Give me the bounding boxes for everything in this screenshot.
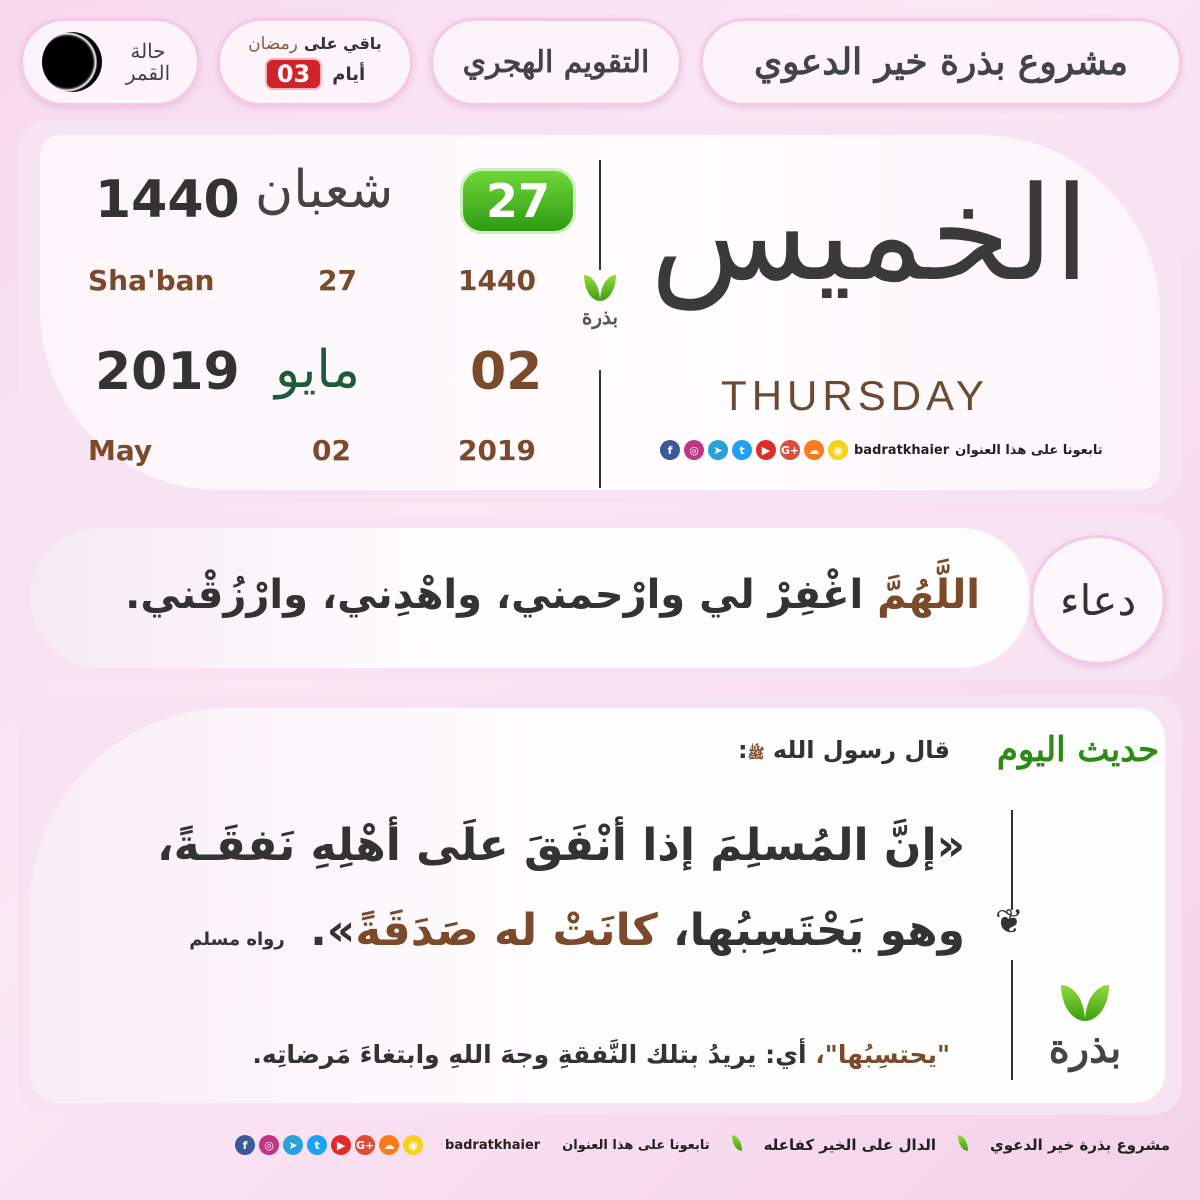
leaf-icon	[1061, 985, 1109, 1025]
date-logo-text: بذرة	[581, 305, 619, 329]
ramadan-countdown-pill	[217, 18, 413, 106]
ornament-icon: ❦	[995, 902, 1024, 942]
pbuh-icon: ﷺ	[747, 746, 765, 762]
hadith-line2-start: وهو يَحْتَسِبُها،	[673, 905, 965, 956]
footer-leaf-icon-2	[732, 1135, 742, 1155]
hadith-label: حديث اليوم	[996, 730, 1160, 770]
facebook-icon[interactable]: f	[235, 1135, 255, 1155]
project-title-pill	[700, 18, 1182, 106]
soundcloud-icon[interactable]: ☁	[379, 1135, 399, 1155]
instagram-icon[interactable]: ◎	[684, 440, 704, 460]
hadith-intro: قال رسول الله	[772, 736, 950, 764]
googleplus-icon[interactable]: G+	[355, 1135, 375, 1155]
hadith-line1: «إنَّ المُسلِمَ إذا أنْفَقَ علَى أهْلِهِ نَفقَـةً،	[156, 820, 965, 871]
dua-highlight: اللَّهُمَّ	[877, 572, 980, 618]
hijri-day-badge: 27	[460, 168, 576, 234]
gregorian-month-en: May	[88, 434, 153, 467]
hadith-line2-end: ».	[310, 905, 356, 956]
follow-text-top: تابعونا على هذا العنوان	[955, 442, 1103, 458]
moon-icon	[42, 32, 102, 92]
footer-row	[235, 1128, 1170, 1162]
date-logo	[572, 275, 628, 329]
dua-label-circle	[1030, 535, 1166, 665]
instagram-icon[interactable]: ◎	[259, 1135, 279, 1155]
day-name-english: THURSDAY	[721, 372, 989, 419]
gregorian-month: مايو	[275, 340, 361, 400]
gregorian-day: 02	[470, 342, 543, 402]
hijri-day-en: 27	[318, 264, 357, 297]
moon-label: حالة القمر	[125, 39, 171, 85]
footer-follow-text: تابعونا على هذا العنوان	[562, 1137, 710, 1153]
ramadan-prefix: باقي على	[303, 34, 382, 53]
date-divider-bottom	[599, 370, 601, 488]
gregorian-year-en: 2019	[458, 434, 536, 467]
hadith-note-term: "يحتسِبُها"،	[815, 1040, 950, 1069]
ramadan-countdown-top	[248, 34, 382, 54]
snapchat-icon[interactable]: ◉	[403, 1135, 423, 1155]
soundcloud-icon[interactable]: ☁	[804, 440, 824, 460]
hadith-divider-bottom	[1011, 960, 1013, 1080]
dua-text-row	[110, 572, 980, 618]
telegram-icon[interactable]: ➤	[708, 440, 728, 460]
moon-status-pill	[20, 18, 200, 106]
days-word: أيام	[332, 63, 366, 85]
ramadan-countdown-bottom	[265, 58, 365, 90]
hadith-note-text: أي: يريدُ بتلك النَّفقةِ وجهَ اللهِ وابتغاءَ مَرضاتِه.	[252, 1040, 807, 1069]
days-count-badge: 03	[265, 58, 322, 90]
leaf-icon	[584, 275, 616, 305]
hadith-intro-row: قال رسول الله ﷺ:	[737, 736, 950, 764]
youtube-icon[interactable]: ▶	[756, 440, 776, 460]
footer-handle[interactable]: badratkhaier	[445, 1137, 541, 1153]
hadith-logo-text: بذرة	[1048, 1025, 1122, 1072]
gregorian-day-en: 02	[312, 434, 351, 467]
hijri-month-en: Sha'ban	[88, 264, 215, 297]
ramadan-word: رمضان	[248, 34, 298, 54]
facebook-icon[interactable]: f	[660, 440, 680, 460]
footer-leaf-icon-1	[958, 1135, 968, 1155]
dua-label: دعاء	[1059, 575, 1137, 625]
day-name-arabic: الخميس	[650, 158, 1090, 310]
footer-motto: الدال على الخير كفاعله	[763, 1136, 937, 1154]
twitter-icon[interactable]: t	[732, 440, 752, 460]
youtube-icon[interactable]: ▶	[331, 1135, 351, 1155]
dua-text: اغْفِرْ لي وارْحمني، واهْدِني، وارْزُقْني.	[125, 572, 864, 618]
footer-project: مشروع بذرة خير الدعوي	[989, 1136, 1170, 1154]
hijri-year-en: 1440	[458, 264, 536, 297]
calendar-title: التقويم الهجري	[462, 44, 650, 80]
social-icons-footer	[235, 1135, 423, 1155]
snapchat-icon[interactable]: ◉	[828, 440, 848, 460]
gregorian-year: 2019	[95, 342, 240, 402]
hijri-year: 1440	[95, 170, 240, 230]
googleplus-icon[interactable]: G+	[780, 440, 800, 460]
date-divider-top	[599, 160, 601, 270]
hijri-month: شعبان	[255, 160, 394, 220]
follow-row-top	[660, 440, 1103, 460]
follow-handle-top[interactable]: badratkhaier	[854, 442, 950, 458]
telegram-icon[interactable]: ➤	[283, 1135, 303, 1155]
hadith-logo	[1040, 985, 1130, 1072]
project-title: مشروع بذرة خير الدعوي	[754, 41, 1128, 83]
social-icons-top	[660, 440, 848, 460]
calendar-title-pill	[430, 18, 682, 106]
hadith-source: رواه مسلم	[189, 929, 285, 950]
hadith-line2-row	[90, 905, 965, 956]
hadith-line2-highlight: كانَتْ له صَدَقَةً	[355, 905, 658, 956]
twitter-icon[interactable]: t	[307, 1135, 327, 1155]
hadith-divider-top	[1011, 810, 1013, 910]
hadith-note-row	[170, 1040, 950, 1069]
